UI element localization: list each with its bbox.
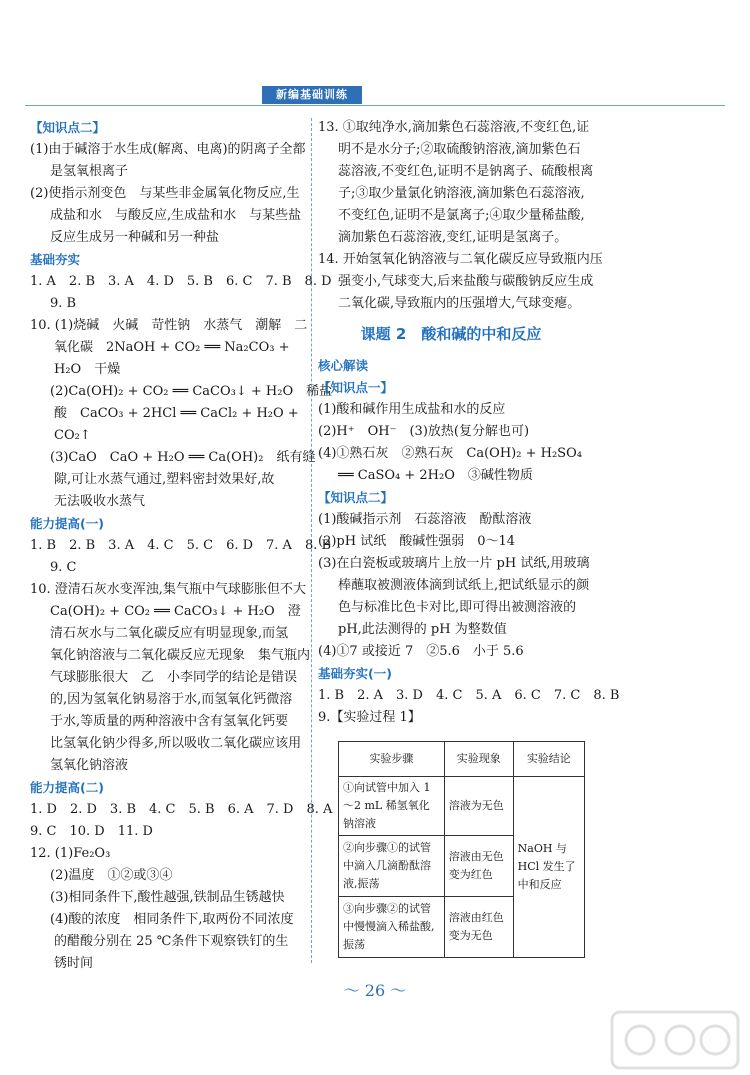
answer-line: 9.【实验过程 1】 xyxy=(318,710,421,725)
section-heading: 【知识点二】 xyxy=(30,120,106,135)
answer-line: 10. (1)烧碱 火碱 苛性钠 水蒸气 潮解 二 xyxy=(30,318,308,333)
answer-line: 蕊溶液,不变红色,证明不是钠离子、硫酸根离 xyxy=(338,164,594,179)
answer-line: 的,因为氢氧化钠易溶于水,而氢氧化钙微溶 xyxy=(50,692,293,707)
answer-line: 反应生成另一种碱和另一种盐 xyxy=(50,230,220,245)
answer-line: 棒蘸取被测液体滴到试纸上,把试纸显示的颜 xyxy=(338,578,590,593)
answer-line: 比氢氧化钠少得多,所以吸收二氧化碳应该用 xyxy=(50,736,302,751)
answer-line: (4)酸的浓度 相同条件下,取两份不同浓度 xyxy=(50,912,294,927)
answer-line: 不变红色,证明不是氯离子;④取少量稀盐酸, xyxy=(338,208,585,223)
answer-line: 9. B xyxy=(50,296,77,311)
answer-line: 于水,等质量的两种溶液中含有氢氧化钙要 xyxy=(50,714,289,729)
section-heading: 能力提高(二) xyxy=(30,780,104,795)
answer-line: 锈时间 xyxy=(54,956,94,971)
answer-line: 1. D 2. D 3. B 4. C 5. B 6. A 7. D 8. A xyxy=(30,802,333,817)
watermark-logo-icon xyxy=(610,1010,740,1070)
answer-line: 气球膨胀很大 乙 小李同学的结论是错误 xyxy=(50,670,298,685)
topic-title: 课题 2 酸和碱的中和反应 xyxy=(360,325,542,343)
answer-line: (2)pH 试纸 酸碱性强弱 0～14 xyxy=(318,534,516,549)
answer-line: (2)Ca(OH)₂ + CO₂ ══ CaCO₃↓ + H₂O 稀盐 xyxy=(50,384,333,399)
answer-line: (2)H⁺ OH⁻ (3)放热(复分解也可) xyxy=(318,424,530,439)
right-answers-bottom xyxy=(318,355,620,729)
answer-line: 氢氧化钠溶液 xyxy=(50,758,129,773)
answer-line: (2)温度 ①②或③④ xyxy=(50,868,173,883)
answer-line: (3)CaO CaO + H₂O ══ Ca(OH)₂ 纸有缝 xyxy=(50,450,316,465)
table-cell-step: ③向步骤②的试管中慢慢滴入稀盐酸,振荡 xyxy=(339,897,445,958)
table-cell-step: ①向试管中加入 1～2 mL 稀氢氧化钠溶液 xyxy=(339,777,445,836)
answer-line: (2)使指示剂变色 与某些非金属氧化物反应,生 xyxy=(30,186,300,201)
table-cell-phenomenon: 溶液由无色变为红色 xyxy=(444,836,513,897)
table-header-conclusion: 实验结论 xyxy=(513,742,584,777)
right-answers-top xyxy=(318,117,603,315)
section-heading: 【知识点一】 xyxy=(318,380,394,395)
answer-line: (3)在白瓷板或玻璃片上放一片 pH 试纸,用玻璃 xyxy=(318,556,590,571)
table-cell-phenomenon: 溶液为无色 xyxy=(444,777,513,836)
answer-line: pH,此法测得的 pH 为整数值 xyxy=(338,622,507,637)
table-cell-step: ②向步骤①的试管中滴入几滴酚酞溶液,振荡 xyxy=(339,836,445,897)
answer-line: 隙,可让水蒸气通过,塑料密封效果好,故 xyxy=(54,472,275,487)
header-rule xyxy=(25,105,725,106)
answer-line: 1. B 2. B 3. A 4. C 5. C 6. D 7. A 8. B xyxy=(30,538,332,553)
answer-line: (3)相同条件下,酸性越强,铁制品生锈越快 xyxy=(50,890,285,905)
left-column xyxy=(30,117,333,975)
section-heading: 【知识点二】 xyxy=(318,490,394,505)
table-row xyxy=(339,777,585,836)
table-header-step: 实验步骤 xyxy=(339,742,445,777)
right-column xyxy=(318,117,620,729)
answer-line: 9. C 10. D 11. D xyxy=(30,824,153,839)
answer-line: 酸 CaCO₃ + 2HCl ══ CaCl₂ + H₂O + xyxy=(54,406,299,421)
answer-line: H₂O 干燥 xyxy=(54,362,121,377)
answer-line: 1. A 2. B 3. A 4. D 5. B 6. C 7. B 8. D xyxy=(30,274,332,289)
answer-line: (4)①熟石灰 ②熟石灰 Ca(OH)₂ + H₂SO₄ xyxy=(318,446,582,461)
answer-line: 1. B 2. A 3. D 4. C 5. A 6. C 7. C 8. B xyxy=(318,688,620,703)
answer-line: 滴加紫色石蕊溶液,变红,证明是氢离子。 xyxy=(338,230,568,245)
answer-line: 成盐和水 与酸反应,生成盐和水 与某些盐 xyxy=(50,208,302,223)
answer-line: (1)酸碱指示剂 石蕊溶液 酚酞溶液 xyxy=(318,512,532,527)
answer-line: (1)由于碱溶于水生成(解离、电离)的阴离子全都 xyxy=(30,142,306,157)
page-number: ～ 26 ～ xyxy=(343,981,407,1000)
answer-line: ══ CaSO₄ + 2H₂O ③碱性物质 xyxy=(338,468,533,483)
section-heading: 能力提高(一) xyxy=(30,516,104,531)
table-cell-phenomenon: 溶液由红色变为无色 xyxy=(444,897,513,958)
section-heading: 基础夯实 xyxy=(30,252,81,267)
answer-line: 9. C xyxy=(50,560,77,575)
answer-line: 12. (1)Fe₂O₃ xyxy=(30,846,111,861)
answer-line: 是氢氧根离子 xyxy=(50,164,129,179)
answer-line: 色与标准比色卡对比,即可得出被测溶液的 xyxy=(338,600,577,615)
section-heading: 核心解读 xyxy=(318,358,369,373)
answer-line: 14. 开始氢氧化钠溶液与二氧化碳反应导致瓶内压 xyxy=(318,252,603,267)
answer-line: 10. 澄清石灰水变浑浊,集气瓶中气球膨胀但不大 xyxy=(30,582,306,597)
experiment-table xyxy=(338,741,585,958)
answer-line: 二氧化碳,导致瓶内的压强增大,气球变瘪。 xyxy=(338,296,581,311)
answer-line: 氧化碳 2NaOH + CO₂ ══ Na₂CO₃ + xyxy=(54,340,290,355)
answer-line: CO₂↑ xyxy=(54,428,91,443)
answer-line: (1)酸和碱作用生成盐和水的反应 xyxy=(318,402,506,417)
answer-line: 强变小,气球变大,后来盐酸与碳酸钠反应生成 xyxy=(338,274,594,289)
answer-line: 13. ①取纯净水,滴加紫色石蕊溶液,不变红色,证 xyxy=(318,120,590,135)
section-banner: 新编基础训练 xyxy=(262,86,362,104)
table-cell-conclusion: NaOH 与 HCl 发生了中和反应 xyxy=(513,777,584,958)
answer-line: 子;③取少量氯化钠溶液,滴加紫色石蕊溶液, xyxy=(338,186,585,201)
answer-line: (4)①7 或接近 7 ②5.6 小于 5.6 xyxy=(318,644,524,659)
table-header-phenomenon: 实验现象 xyxy=(444,742,513,777)
answer-line: 氧化钠溶液与二氧化碳反应无现象 集气瓶内 xyxy=(50,648,311,663)
answer-line: 的醋酸分别在 25 ℃条件下观察铁钉的生 xyxy=(54,934,289,949)
answer-line: 清石灰水与二氧化碳反应有明显现象,而氢 xyxy=(50,626,289,641)
section-heading: 基础夯实(一) xyxy=(318,666,392,681)
answer-line: 明不是水分子;②取硫酸钠溶液,滴加紫色石 xyxy=(338,142,581,157)
answer-line: 无法吸收水蒸气 xyxy=(54,494,146,509)
answer-line: Ca(OH)₂ + CO₂ ══ CaCO₃↓ + H₂O 澄 xyxy=(50,604,301,619)
